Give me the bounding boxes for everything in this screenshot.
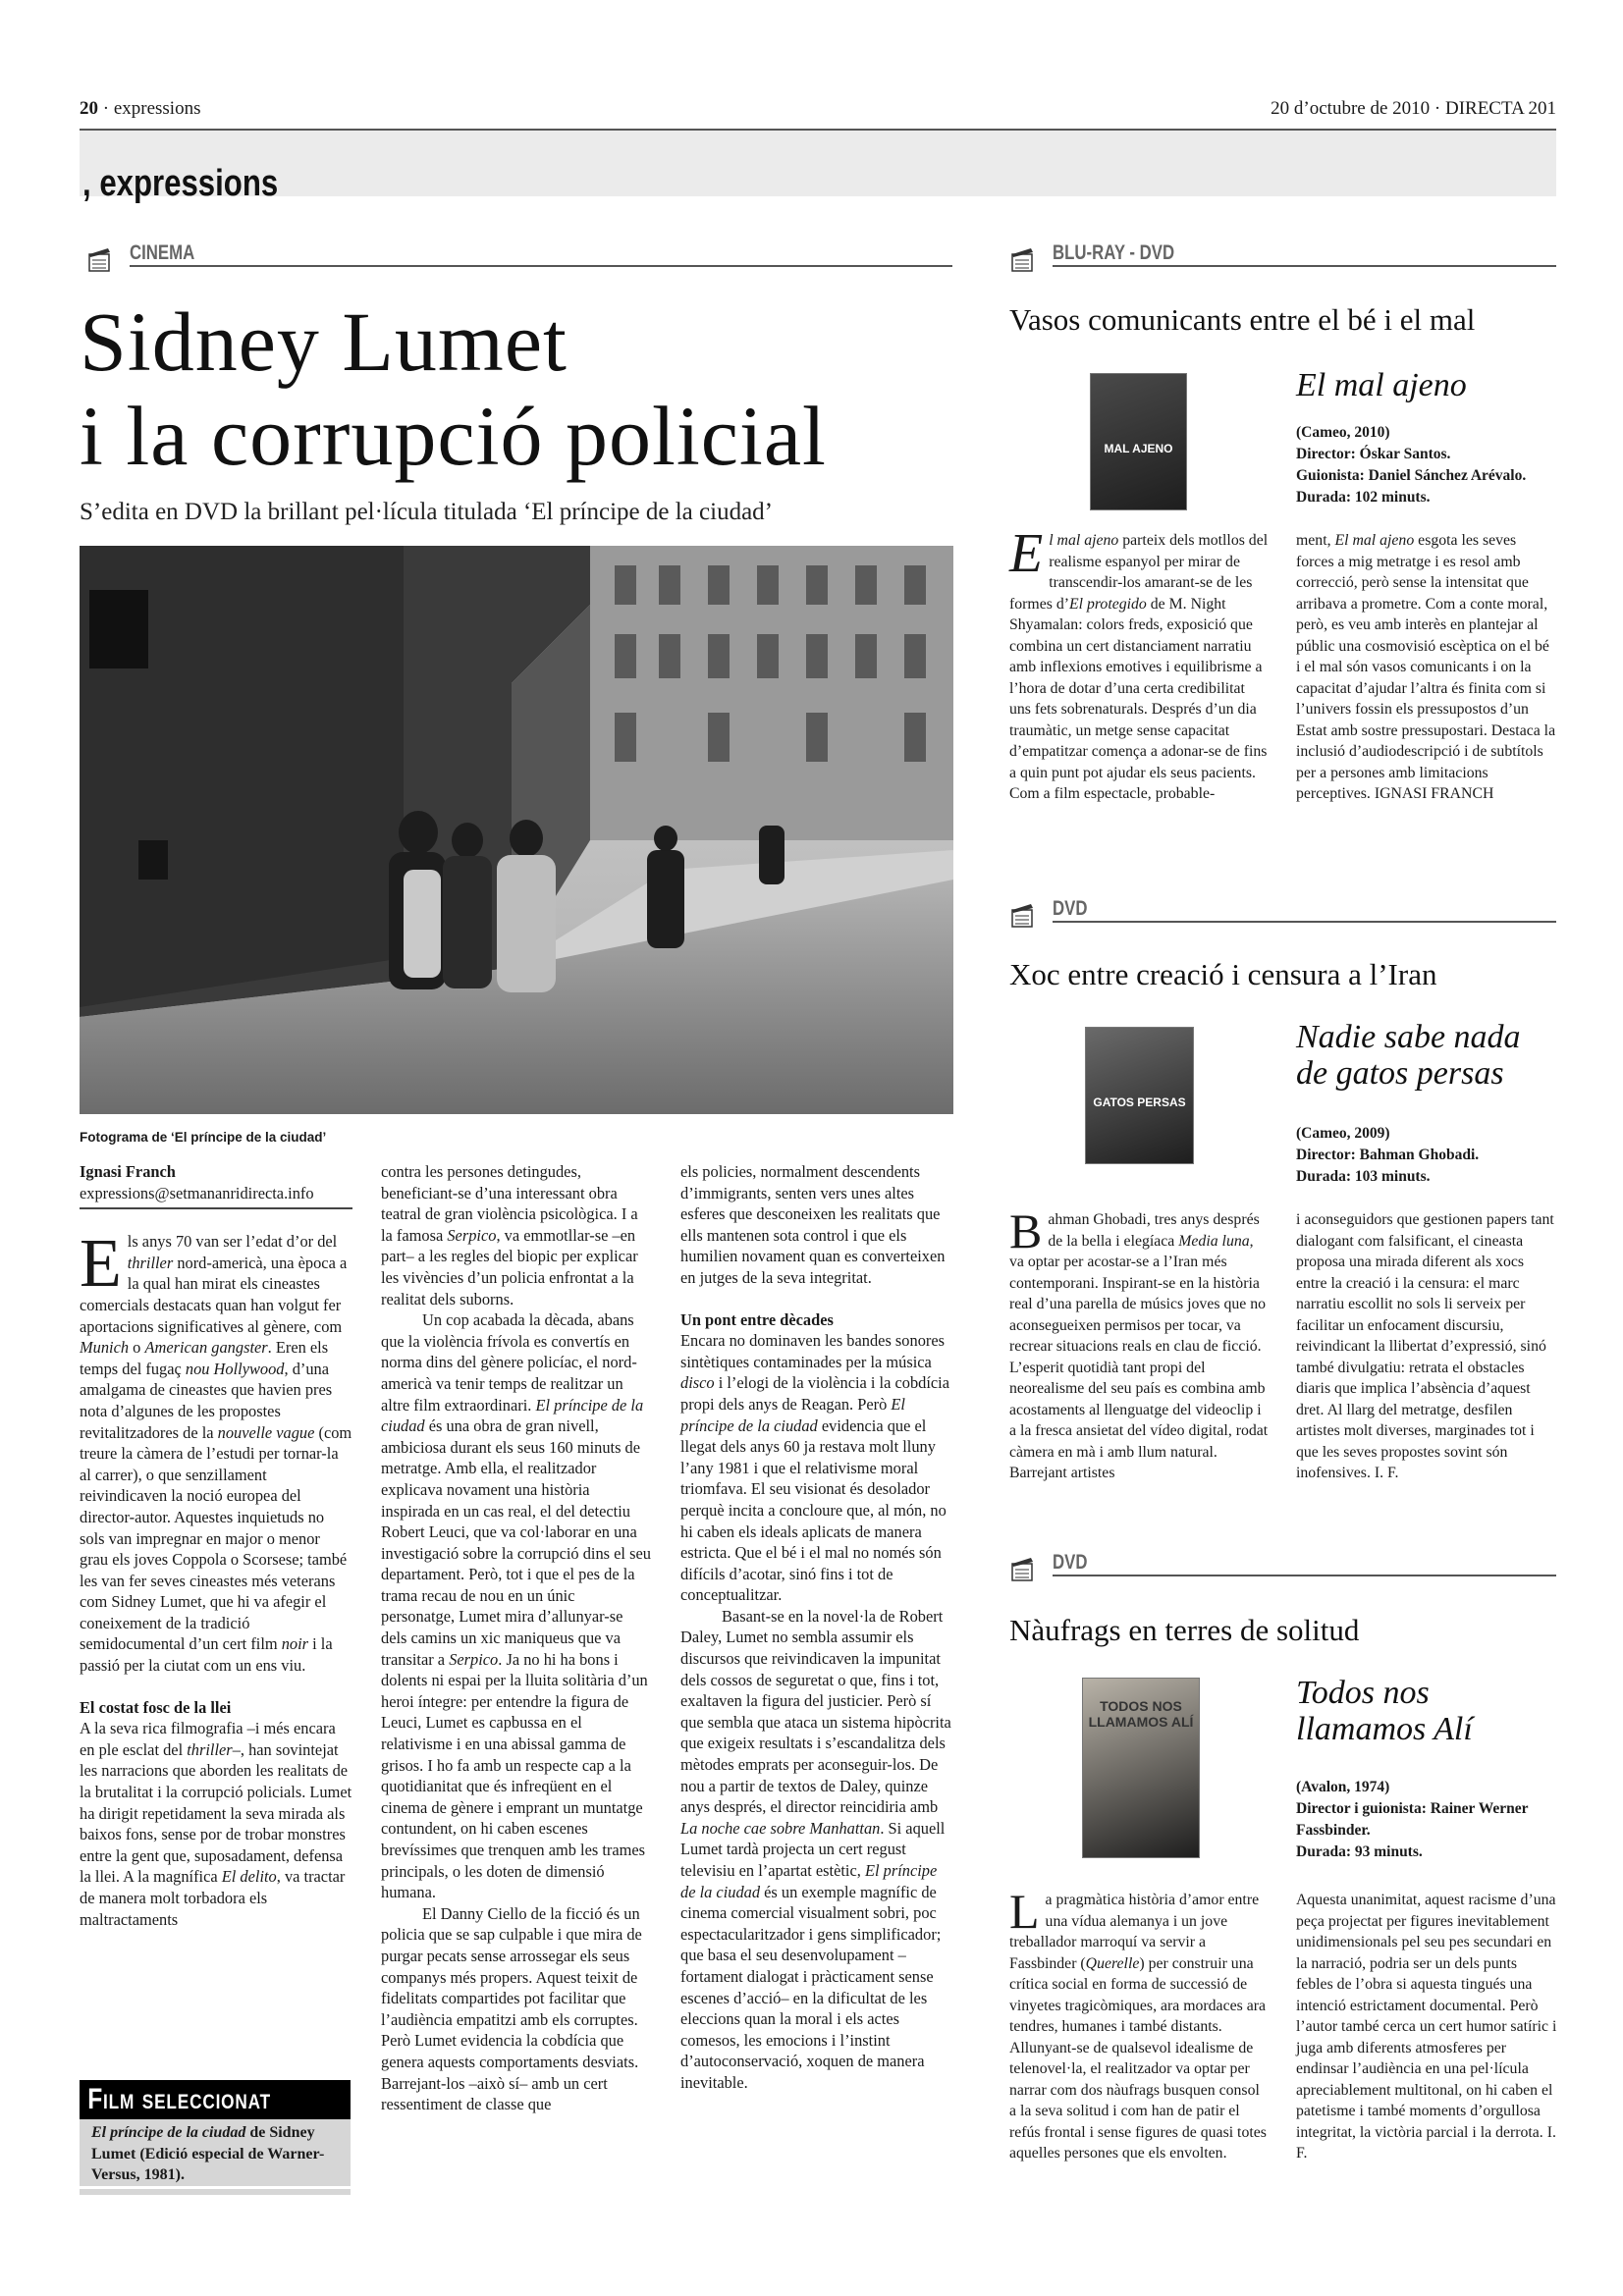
film-selected-heading [80,2080,351,2119]
text-run: . Ja no hi ha bons i dolents ni espai per la lluita solitària d’un heroi íntegre: per entendre la figura de Leuci, Lumet es capbussa en el relativisme i en una abissal gamma de grisos. I ho fa amb un respecte cap a la quotidianitat que és infreqüent en el cinema de gènere i emprant un muntatge contundent, on hi caben escenes brevíssimes que trenquen amb les trames principals, o les doten de dimensió humana. [381,1649,648,1902]
paragraph [680,1330,953,1606]
article-text [680,1330,953,2093]
review-headline: Xoc entre creació i censura a l’Iran [1009,957,1437,991]
review-text [1009,1203,1269,1484]
article-text [80,1718,352,1930]
italic-text: El delito [221,1867,277,1887]
text-run: (com treure la càmera de l’estudi per tornar-la al carrer), o que senzillament reivindicaven la noció europea del director-autor. Aquestes inquietuds no sols van impregnar en major o menor grau els joves Coppola o Scorsese; també les van fer seves cineastes més veterans com Sidney Lumet, que hi va afegir el coneixement de la tradició semidocumental d’un cert film [80,1422,352,1654]
byline-email[interactable]: expressions@setmananridirecta.info [80,1183,314,1202]
cover-title-text: GATOS PERSAS [1093,1095,1186,1109]
film-detail-line: Durada: 103 minuts. [1296,1168,1431,1185]
film-detail-line: Durada: 102 minuts. [1296,489,1431,506]
text-run: ment, [1296,532,1335,549]
article-text [680,1161,953,1289]
issue-date: 20 d’octubre de 2010 · DIRECTA 201 [1271,98,1556,119]
article-column-3 [680,1161,953,2094]
article-column-2 [381,1161,652,2115]
film-detail-line: (Cameo, 2010) [1296,424,1390,441]
text-run: parteix dels motllos del realisme espanyol per mirar de transcendir-los amarant-se de les formes d’ [1009,532,1269,613]
text-run: i la passió per la ciutat com un ens viu. [80,1634,333,1676]
drop-cap: E [1009,523,1044,584]
dvd-cover-image [1090,373,1187,510]
paragraph [680,1161,953,1289]
text-run: ls anys 70 van ser l’edat d’or del [127,1232,338,1252]
review-text [1296,1890,1557,2164]
section-rule [130,265,952,267]
dvd-cover-image [1085,1027,1194,1164]
text-run: i l’elogi de la violència i la cobdícia propi dels anys de Reagan. Però [680,1373,950,1414]
text-run: a pragmàtica història d’amor entre una vídua alemanya i un jove treballador marroquí va servir a Fassbinder ( [1009,1892,1260,1972]
article-subheading: Un pont entre dècades [680,1309,834,1329]
section-label-review [1009,1551,1556,1580]
text-run: o [129,1338,145,1358]
italic-text: Serpico [449,1649,499,1669]
text-run: El Danny Ciello de la ficció és un policia que se sap culpable i que mira de purgar pecats sense arrossegar els seus companys més propers. Aquest teixit de fidelitats compartides pot facilitar que l’audiència empatitzi amb els corruptes. Però Lumet evidencia la cobdícia que genera aquests comportaments desviats. Barrejant-los –això sí– amb un cert ressentiment de classe que [381,1903,642,2114]
film-selected-box [80,2119,351,2186]
review-column-1 [1009,1203,1269,1484]
review-column-2 [1296,1890,1557,2164]
section-band [80,131,1556,196]
paragraph [381,1309,652,1903]
italic-text: La noche cae sobre Manhattan [680,1818,881,1838]
review-text [1296,530,1557,805]
text-run: , va emmotllar-se –en part– a les regles del biopic per explicar les vivències d’un policia enfrontat a la realitat dels suborns. [381,1225,638,1308]
film-detail-line: Director: Óskar Santos. [1296,446,1451,462]
review-film-title: Todos nos llamamos Alí [1296,1675,1473,1747]
drop-cap: E [80,1226,122,1303]
text-run: , va tractar de manera molt torbadora els maltractaments [80,1867,346,1929]
clapperboard-icon [86,245,114,273]
italic-text: l mal ajeno [1049,532,1119,549]
folio-separator: · [102,98,110,119]
text-run: esgota les seves forces a mig metratge i es resol amb correcció, però sense la intensitat que arribava a prometre. Com a conte moral, però, es veu amb interès en plantejar al públic una cosmovisió escèptica on el bé i el mal són vasos comunicants i on la capacitat d’ajudar l’altra és finita com si l’univers fossin els pressupostos d’un Estat amb sostre pressupostari. Destaca la inclusió d’audiodescripció i de subtítols per a persones amb limitacions perceptives. IGNASI FRANCH [1296,532,1556,802]
italic-text: thriller [187,1739,233,1759]
section-label-text: BLU-RAY - DVD [1053,241,1175,264]
title-line-1: Sidney Lumet [80,294,568,389]
text-run: contra les persones detingudes, beneficiant-se d’una interessant obra teatral de gran violència psicològica. I a la famosa [381,1162,638,1245]
review-text [1009,1884,1269,2164]
review-headline: Vasos comunicants entre el bé i el mal [1009,302,1476,337]
photo-caption: Fotograma de ‘El príncipe de la ciudad’ [80,1130,327,1145]
review-film-title: Nadie sabe nada de gatos persas [1296,1019,1521,1092]
article-subheading: El costat fosc de la llei [80,1697,232,1717]
text-run: , va optar per acostar-se a l’Iran més contemporani. Inspirant-se en la història real d’una parella de músics joves que no aconsegueixen permisos per tocar, va recrear situacions reals en clau de ficció. L’esperit quotidià tant propi del neorealisme del seu país es combina amb acostaments al llenguatge del videoclip i a la fresca ansietat del vídeo digital, rodat càmera en mà i amb llum natural. Barrejant artistes [1009,1232,1269,1481]
section-label-review [1009,241,1556,271]
text-run: els policies, normalment descendents d’immigrants, senten vers unes altes esferes que desconeixen les realitats que ells mantenen sota control i que els humilien novament quan es converteixen en jutges de la seva integritat. [680,1162,946,1287]
text-run: és un exemple magnífic de cinema comercial visualment sobri, poc espectacularitzador i gens simplificador; que basa el seu desenvolupament –fortament dialogat i pràcticament sense escenes d’acció– en la dificultat de les eleccions quan la moral i els actes comesos, les emocions i l’instint d’autoconservació, xoquen de manera inevitable. [680,1882,942,2092]
text-run: Aquesta unanimitat, aquest racisme d’una peça projectat per figures inevitablement unidimensionals pel seu pes secundari en la narració, podria ser un dels punts febles de l’obra si aquesta tingués una intenció estrictament documental. Però l’autor també cerca un cert humor satíric i juga amb diferents atmosferes per endinsar l’audiència en una pel·lícula apreciablement multitonal, on hi caben el patetisme i també moments d’orgullosa integritat, la victòria parcial i la derrota. I. F. [1296,1892,1557,2162]
film-selected-text [91,2122,351,2186]
review-column-1 [1009,1884,1269,2164]
italic-text: El protegido [1068,595,1147,613]
text-run: , d’una amalgama de cineastes que havien pres nota d’algunes de les propostes revitalitzadores de la [80,1359,333,1442]
italic-text: nouvelle vague [217,1422,315,1442]
film-selected-heading-text: Film seleccionat [87,2083,271,2115]
text-run: . Si aquell Lumet tardà projecta un cert regust televisiu en l’apartat estètic, [680,1818,946,1880]
italic-text: American gangster [144,1338,268,1358]
section-rule [1053,1575,1556,1576]
review-column-2 [1296,530,1557,805]
text-run: ) per construir una crítica social en forma de successió de vinyetes tragicòmiques, ara mordaces ara tendres, humanes i també distants. Allunyant-se de qualsevol idealisme de telenovel·la, el realitzador va optar per narrar com dos nàufrags busquen consol a la seva solitud i com han de patir el refús frontal i sense figures de quasi totes aquelles persones que els envolten. [1009,1954,1267,2162]
italic-text: El mal ajeno [1334,532,1415,549]
italic-text: El príncipe de la ciudad [680,1861,938,1901]
text-run: nord-americà, una època a la qual han mirat els cineastes comercials destacats quan han volgut fer aportacions significatives al gènere, com [80,1253,348,1336]
italic-text: El príncipe de la ciudad [381,1395,644,1436]
photo-illustration [80,546,953,1114]
section-label-review [1009,897,1556,927]
section-rule [1053,265,1556,267]
paragraph [680,1606,953,2094]
article-subtitle: S’edita en DVD la brillant pel·lícula titulada ‘El príncipe de la ciudad’ [80,499,773,525]
text-run: de Sidney Lumet (Edició especial de Warner-Versus, 1981). [91,2124,325,2184]
text-run: Un cop acabada la dècada, abans que la violència frívola es convertís en norma dins del gènere policíac, el nord-americà va tenir temps de realitzar un altre film extraordinari. [381,1310,637,1415]
film-detail-line: Durada: 93 minuts. [1296,1843,1423,1860]
review-column-1 [1009,523,1269,805]
italic-text: Munich [80,1338,130,1358]
paragraph [381,1161,652,1309]
text-run: ahman Ghobadi, tres anys després de la bella i elegíaca [1048,1211,1260,1250]
review-headline: Nàufrags en terres de solitud [1009,1613,1360,1647]
italic-text: El príncipe de la ciudad [91,2124,246,2141]
review-text [1009,523,1269,805]
italic-text: Media luna [1178,1232,1250,1250]
cover-title-text: TODOS NOS LLAMAMOS ALÍ [1088,1698,1194,1730]
review-film-details [1296,1123,1556,1188]
italic-text: Serpico [447,1225,497,1245]
film-detail-line: Director: Bahman Ghobadi. [1296,1147,1480,1163]
italic-text: thriller [127,1253,174,1272]
italic-text: El príncipe de la ciudad [680,1394,905,1435]
text-run: . Eren els temps del fugaç [80,1338,329,1378]
folio-section: expressions [113,98,201,119]
drop-cap: B [1009,1203,1043,1258]
film-detail-line: (Avalon, 1974) [1296,1779,1390,1795]
page-folio [80,98,200,120]
article-text [381,1161,652,2115]
byline-rule [80,1207,352,1209]
text-run: i aconseguidors que gestionen papers tant dialogant com falsificant, el cineasta proposa una mirada diferent als xocs entre la creació i la censura: el marc narratiu escollit no sols li serveix per facilitar un enfocament discursiu, reivindicant la llibertat d’expressió, sinó també divulgatiu: retrata el obstacles diaris que implica l’absència d’aquest dret. Al llarg del metratge, desfilen artistes molt diverses, marginades tot i que les seves propostes sovint són inofensives. I. F. [1296,1211,1554,1481]
byline-author: Ignasi Franch [80,1162,176,1181]
italic-text: disco [680,1373,715,1393]
article-title [80,294,827,483]
page-number: 20 [80,98,98,119]
text-run: A la seva rica filmografia –i més encara en ple esclat del [80,1719,336,1759]
film-detail-line: Director i guionista: Rainer Werner Fassbinder. [1296,1800,1529,1839]
drop-cap: L [1009,1884,1040,1939]
article-column-1 [80,1161,352,1930]
italic-text: noir [281,1634,309,1654]
text-run: Encara no dominaven les bandes sonores sintètiques contaminades per la música [680,1331,945,1371]
review-film-details [1296,1777,1556,1863]
film-selected-box-footer [80,2189,351,2195]
review-film-details [1296,422,1556,508]
dvd-cover-image [1082,1678,1200,1858]
section-label-cinema [86,241,952,271]
clapperboard-icon [1009,901,1037,929]
review-column-2 [1296,1209,1557,1484]
clapperboard-icon [1009,245,1037,273]
article-text [80,1226,352,1676]
text-run: evidencia que el llegat dels anys 60 ja restava molt lluny l’any 1981 i que el relativisme moral triomfava. El seu visionat és desolador perquè incita a concloure que, al món, no hi caben els ideals aplicats de manera estricta. Que el bé i el mal no només són difícils d’acotar, sinó fins i tot de conceptualitzar. [680,1415,947,1605]
section-label-text: CINEMA [130,241,195,264]
paragraph [381,1903,652,2115]
italic-text: Querelle [1085,1954,1140,1972]
review-film-title: El mal ajeno [1296,367,1467,403]
review-text [1296,1209,1557,1484]
text-run: Basant-se en la novel·la de Robert Daley, Lumet no sembla assumir els discursos que reivindicaven la impunitat dels cossos de seguretat o que, fins i tot, exaltaven la figura del justicier. Però sí que sembla que ataca un sistema hipòcrita que exigeix resultats i s’escandalitza dels mètodes emprats per aconseguir-los. De nou a partir de textos de Daley, quinze anys després, el director reincidiria amb [680,1606,951,1817]
section-label-text: DVD [1053,1551,1088,1574]
text-run: és una obra de gran nivell, ambiciosa durant els seus 160 minuts de metratge. Amb ella, el realitzador explicava novament una història inspirada en un cas real, el del detectiu Robert Leuci, que va col·laborar en una investigació sobre la corrupció dins el seu departament. Però, tot i que el pes de la trama recau de nou en un únic personatge, Lumet mira d’allunyar-se dels camins un xic maniqueus que va transitar a [381,1416,651,1669]
italic-text: nou Hollywood [185,1359,285,1378]
cover-title-text: MAL AJENO [1104,442,1173,455]
text-run: de M. Night Shyamalan: colors freds, exposició que combina un cert distanciament narratiu amb inflexions emotives i equilibrisme a l’hora de dotar d’una certa credibilitat uns fets sobrenaturals. Després d’un dia traumàtic, un metge sense capacitat d’empatitzar comença a adonar-se de fins a quin punt pot ajudar els seus pacients. Com a film espectacle, probable- [1009,595,1268,802]
clapperboard-icon [1009,1555,1037,1582]
film-still-photo [80,546,953,1114]
paragraph [80,1226,352,1676]
film-detail-line: (Cameo, 2009) [1296,1125,1390,1142]
paragraph [80,1718,352,1930]
section-rule [1053,921,1556,923]
section-label-text: DVD [1053,897,1088,920]
title-line-2: i la corrupció policial [80,389,827,483]
film-detail-line: Guionista: Daniel Sánchez Arévalo. [1296,467,1527,484]
text-run: –, han sovintejat les narracions que aborden les realitats de la brutalitat i la corrupció policials. Lumet ha dirigit repetidament la seva mirada als baixos fons, sense por de trobar monstres entre la gent que, suposadament, defensa la llei. A la magnífica [80,1739,352,1887]
section-title: , expressions [82,163,279,204]
